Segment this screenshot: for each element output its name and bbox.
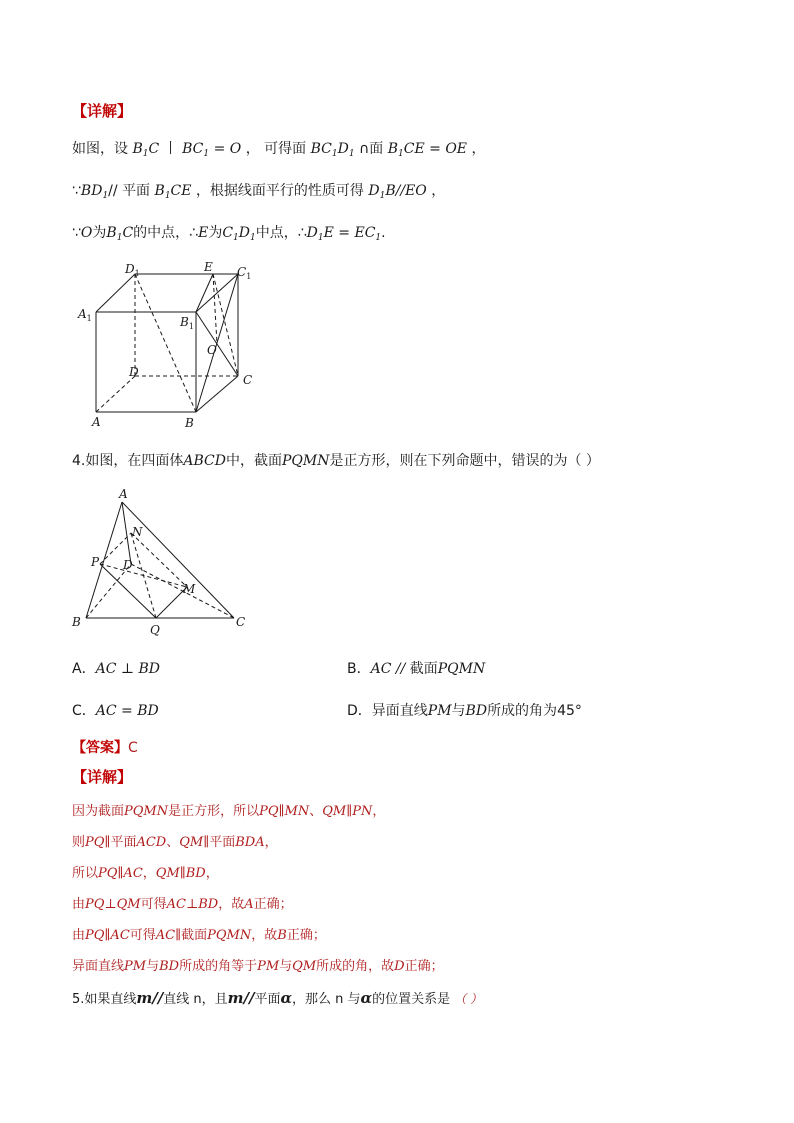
math: $BD_1$ [80, 183, 109, 201]
detail2-line-6 [72, 955, 444, 974]
text: ， [264, 835, 278, 850]
detail2-line-3 [72, 862, 219, 881]
math: AC // [370, 661, 410, 677]
detail2-line-4 [72, 893, 293, 912]
question-4 [72, 450, 600, 470]
math: α [280, 989, 293, 1007]
text: ，根据线面平行的性质可得 [195, 183, 364, 199]
label-n: N [132, 525, 143, 539]
math: PQMN [281, 453, 330, 469]
text: 正确； [253, 897, 293, 912]
math: ACD [136, 835, 167, 850]
math: QM [292, 959, 317, 974]
label-a: A [119, 487, 128, 501]
option-label: B． [347, 661, 371, 677]
label-a1: $A_1$ [78, 307, 92, 323]
text: ， [372, 804, 386, 819]
math: 45° [557, 703, 582, 719]
text: ， [471, 141, 486, 157]
math: PQMN [437, 661, 486, 677]
math: $BC_1 = O$ [182, 141, 242, 159]
text: ，故 [251, 928, 278, 943]
math: QM∥PN [322, 804, 373, 819]
text: 所以 [72, 866, 99, 881]
edge-eo [213, 274, 217, 344]
text: 可得 [129, 928, 156, 943]
edge-a1d1 [96, 274, 135, 312]
label-m: M [183, 582, 196, 596]
math: PM [427, 703, 452, 719]
text: ，那么 n 与 [292, 992, 361, 1007]
math: D [394, 959, 405, 974]
math: PM [257, 959, 280, 974]
text: 4.如图，在四面体 [72, 453, 184, 469]
math: $D_1E = EC_1$ [306, 225, 382, 243]
text: 5.如果直线 [72, 992, 137, 1007]
text: 与 [451, 703, 466, 719]
text: 直线 n，且 [163, 992, 228, 1007]
math: PQ∥ [85, 835, 111, 850]
text: ，故 [218, 897, 245, 912]
math: PQ∥AC [85, 928, 130, 943]
detail-heading: 【详解】 [72, 102, 133, 120]
math: $B_1C$ [132, 141, 160, 159]
label-c1: $C_1$ [237, 265, 252, 281]
text: ， [142, 866, 156, 881]
edge-ac [122, 502, 234, 618]
text: 、 [309, 804, 323, 819]
text: 中点，∴ [255, 225, 307, 241]
math: α [360, 989, 373, 1007]
text: ∵ [72, 225, 81, 241]
text: 面 [369, 141, 384, 157]
text: 的中点，∴ [133, 225, 199, 241]
math: ABCD [183, 453, 226, 469]
math: PQMN [207, 928, 252, 943]
text: ， [205, 866, 219, 881]
text: 异面直线 [72, 959, 125, 974]
math: 丨 [163, 141, 178, 157]
math: ∩ [359, 141, 370, 157]
math: AC ⊥ BD [95, 661, 160, 677]
answer-blank: （ ） [454, 992, 483, 1006]
label-c: C [236, 615, 246, 629]
label-d: D [123, 558, 133, 572]
edge-ec [213, 274, 238, 376]
math: m// [136, 989, 164, 1007]
label-q: Q [150, 623, 160, 636]
text: 因为截面 [72, 804, 125, 819]
option-label: A． [72, 661, 96, 677]
label-c: C [243, 373, 253, 387]
detail-line-3 [72, 222, 386, 243]
math: QM∥ [179, 835, 210, 850]
math: A [244, 897, 254, 912]
option-b[interactable] [347, 658, 485, 678]
option-label: C． [72, 703, 96, 719]
text: ∵ [72, 183, 81, 199]
text: . [381, 225, 386, 241]
text: 正确； [286, 928, 326, 943]
answer [72, 737, 138, 757]
text: 是正方形，所以 [168, 804, 260, 819]
detail-line-2 [72, 180, 445, 201]
text: 如图，设 [72, 141, 128, 157]
edge-eb1 [196, 274, 213, 312]
text: 可得 [140, 897, 167, 912]
text: 、 [166, 835, 180, 850]
edge-c1b [196, 274, 238, 412]
math: BD [465, 703, 488, 719]
text: 与 [279, 959, 293, 974]
text: ， [431, 183, 446, 199]
math: $C_1D_1$ [222, 225, 256, 243]
math: PM [124, 959, 147, 974]
text: 是正方形，则在下列命题中，错误的为（ ） [329, 453, 600, 469]
cube-figure [70, 258, 270, 433]
label-o: O [207, 343, 217, 357]
detail2-line-1 [72, 800, 385, 819]
math: B [277, 928, 287, 943]
detail2-line-2 [72, 831, 278, 850]
text: 平面 [254, 992, 281, 1007]
question-5 [72, 988, 482, 1007]
math: PQ∥MN [259, 804, 310, 819]
text: 所成的角为 [487, 703, 558, 719]
math: PQMN [124, 804, 169, 819]
text: 平面 [110, 835, 137, 850]
text: 截面 [181, 928, 208, 943]
text: 异面直线 [371, 703, 428, 719]
detail-line-1 [72, 138, 485, 159]
answer-label: 【答案】 [72, 740, 128, 756]
text: 中，截面 [225, 453, 282, 469]
text: 与 [146, 959, 160, 974]
text: 平面 [122, 183, 151, 199]
label-b: B [185, 416, 194, 430]
answer-value: C [128, 740, 138, 756]
detail-heading-2: 【详解】 [72, 768, 133, 786]
math: // [108, 183, 118, 199]
math: $BC_1D_1$ [310, 141, 355, 159]
math: AC∥ [155, 928, 182, 943]
math: $B_1CE$ [154, 183, 192, 201]
math: AC⊥BD [166, 897, 219, 912]
label-d: D [129, 365, 139, 379]
option-a[interactable] [72, 658, 160, 678]
math: PQ∥AC [98, 866, 143, 881]
label-b1: $B_1$ [180, 315, 194, 331]
math: $B_1C$ [106, 225, 134, 243]
edge-d1b [135, 274, 196, 412]
text: 平面 [209, 835, 236, 850]
option-d[interactable] [347, 700, 582, 720]
edge-bc [196, 376, 238, 412]
detail2-line-5 [72, 924, 326, 943]
math: BD [159, 959, 180, 974]
text: 则 [72, 835, 86, 850]
text: 为 [92, 225, 107, 241]
label-d1: $D_1$ [125, 262, 140, 278]
math: E [198, 225, 209, 241]
text: 为 [208, 225, 223, 241]
text: 截面 [409, 661, 438, 677]
text: 所成的角，故 [316, 959, 395, 974]
text: 由 [72, 897, 86, 912]
text: 所成的角等于 [179, 959, 258, 974]
text: ， 可得面 [245, 141, 307, 157]
label-a: A [92, 415, 101, 429]
edge-ad [122, 502, 131, 564]
math: $B_1CE$ = OE [387, 141, 468, 159]
option-label: D． [347, 703, 372, 719]
label-e: E [204, 260, 213, 274]
option-c[interactable] [72, 700, 159, 720]
text: 由 [72, 928, 86, 943]
tetrahedron-figure [70, 486, 260, 636]
math: PQ⊥QM [85, 897, 141, 912]
text: 的位置关系是 [372, 992, 451, 1007]
label-p: P [91, 555, 100, 569]
math: $D_1B//EO$ [368, 183, 427, 201]
math: m// [227, 989, 255, 1007]
math: QM∥BD [155, 866, 206, 881]
math: BDA [235, 835, 265, 850]
text: 正确； [404, 959, 444, 974]
math: AC = BD [95, 703, 159, 719]
math: O [80, 225, 93, 241]
edge-da [96, 376, 135, 412]
label-b: B [72, 615, 81, 629]
